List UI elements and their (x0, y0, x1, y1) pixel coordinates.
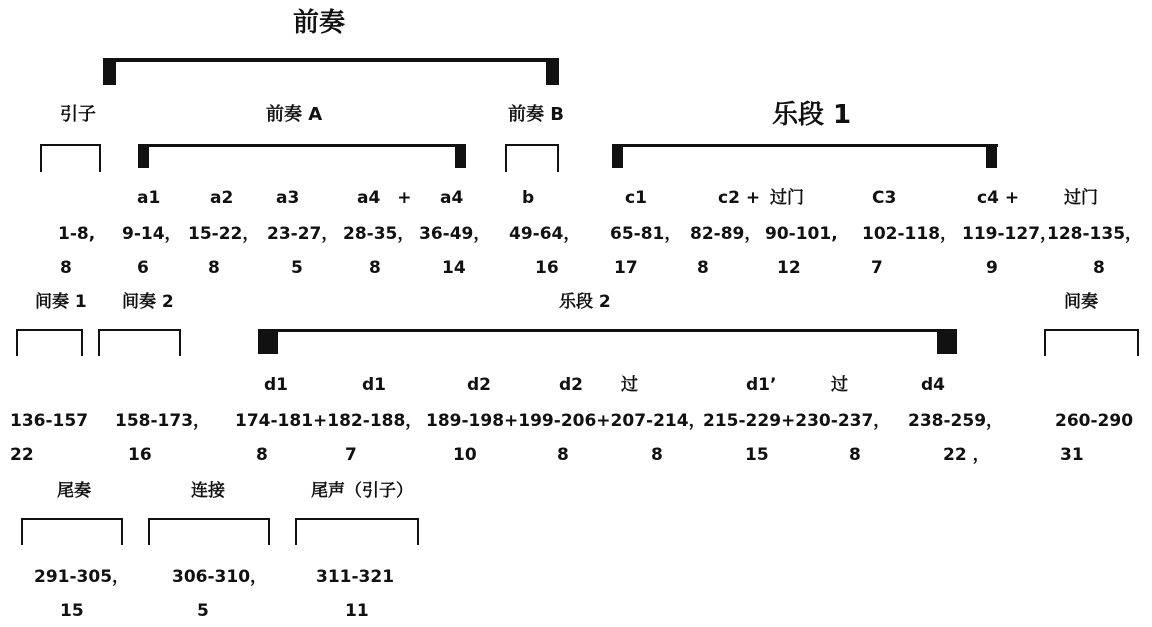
bracket-lianjie (148, 518, 270, 545)
title-yueduan-1: 乐段 1 (772, 100, 852, 130)
mark-d1: d1 (362, 375, 386, 395)
range-9-14: 9-14， (122, 224, 182, 244)
mark-guomen-1: 过门 (770, 188, 804, 208)
count: 11 (345, 601, 369, 621)
count: 10 (453, 445, 477, 465)
mark-guomen-2: 过门 (1064, 188, 1098, 208)
mark-guo: 过 (621, 375, 638, 395)
count: 8 (557, 445, 569, 465)
count: 8 (651, 445, 663, 465)
range-23-27: 23-27， (267, 224, 339, 244)
count: 8 (60, 258, 72, 278)
count: 8 (256, 445, 268, 465)
range-65-81: 65-81， (610, 224, 682, 244)
bracket-jianzou-2 (98, 329, 181, 356)
count: 8 (1093, 258, 1105, 278)
range-260-290: 260-290 (1055, 411, 1134, 431)
range-15-22: 15-22， (188, 224, 260, 244)
mark-d1-prime: d1’ (746, 375, 777, 395)
title-qianzou-b: 前奏 B (508, 104, 564, 125)
range-128-135: 128-135， (1047, 224, 1143, 244)
mark-a2: a2 (210, 188, 234, 208)
count: 5 (197, 601, 209, 621)
count: 5 (291, 258, 303, 278)
count: 8 (697, 258, 709, 278)
mark-d1: d1 (264, 375, 288, 395)
range-291-305: 291-305， (34, 567, 130, 587)
range-238-259: 238-259， (908, 411, 1004, 431)
range-306-310: 306-310， (172, 567, 268, 587)
range-1-8: 1-8, (58, 224, 96, 244)
range-189-214: 189-198+199-206+207-214， (426, 411, 706, 431)
bracket-yinzi (40, 144, 101, 172)
mark-c1: c1 (625, 188, 647, 208)
mark-b: b (522, 188, 535, 208)
count: 8 (369, 258, 381, 278)
count: 22 (10, 445, 34, 465)
count: 6 (137, 258, 149, 278)
title-lianjie: 连接 (191, 481, 225, 501)
count: 7 (345, 445, 357, 465)
title-jianzou-1: 间奏 1 (35, 292, 87, 312)
count: 31 (1060, 445, 1084, 465)
bracket-weisheng (295, 518, 419, 545)
count: 7 (871, 258, 883, 278)
mark-a3: a3 (276, 188, 300, 208)
mark-c4-plus: c4 + (977, 188, 1020, 208)
title-yinzi: 引子 (60, 104, 96, 125)
count: 8 (208, 258, 220, 278)
title-jianzou-2: 间奏 2 (122, 292, 174, 312)
mark-c3: C3 (872, 188, 897, 208)
mark-d2: d2 (467, 375, 491, 395)
count: 22 ， (943, 445, 990, 465)
count: 15 (745, 445, 769, 465)
mark-d4: d4 (921, 375, 945, 395)
range-158-173: 158-173， (115, 411, 211, 431)
count: 8 (849, 445, 861, 465)
range-174-188: 174-181+182-188， (235, 411, 423, 431)
range-49-64: 49-64， (509, 224, 581, 244)
range-215-237: 215-229+230-237， (703, 411, 891, 431)
bracket-jianzou-1 (16, 329, 83, 356)
mark-a4: a4 (440, 188, 464, 208)
range-90-101: 90-101, (765, 224, 838, 244)
title-qianzou-a: 前奏 A (266, 104, 323, 125)
count: 9 (986, 258, 998, 278)
title-weisheng: 尾声（引子） (311, 481, 413, 501)
mark-a4-plus: a4 + (357, 188, 412, 208)
range-136-157: 136-157 (10, 411, 89, 431)
mark-a1: a1 (137, 188, 161, 208)
bracket-jianzou (1044, 329, 1139, 356)
count: 12 (777, 258, 801, 278)
title-weizou: 尾奏 (57, 481, 91, 501)
count: 16 (128, 445, 152, 465)
range-119-127: 119-127， (962, 224, 1058, 244)
mark-c2-plus: c2 + (718, 188, 761, 208)
bracket-qianzou-b (505, 144, 559, 172)
count: 15 (60, 601, 84, 621)
range-82-89: 82-89， (690, 224, 762, 244)
count: 16 (535, 258, 559, 278)
mark-guo: 过 (831, 375, 848, 395)
title-yueduan-2: 乐段 2 (559, 292, 611, 312)
range-311-321: 311-321 (316, 567, 395, 587)
title-jianzou: 间奏 (1064, 292, 1098, 312)
range-28-35: 28-35， (343, 224, 415, 244)
bracket-weizou (21, 518, 123, 545)
count: 17 (614, 258, 638, 278)
range-36-49: 36-49， (419, 224, 491, 244)
mark-d2: d2 (559, 375, 583, 395)
title-qianzou: 前奏 (293, 8, 346, 38)
range-102-118: 102-118， (862, 224, 958, 244)
count: 14 (442, 258, 466, 278)
